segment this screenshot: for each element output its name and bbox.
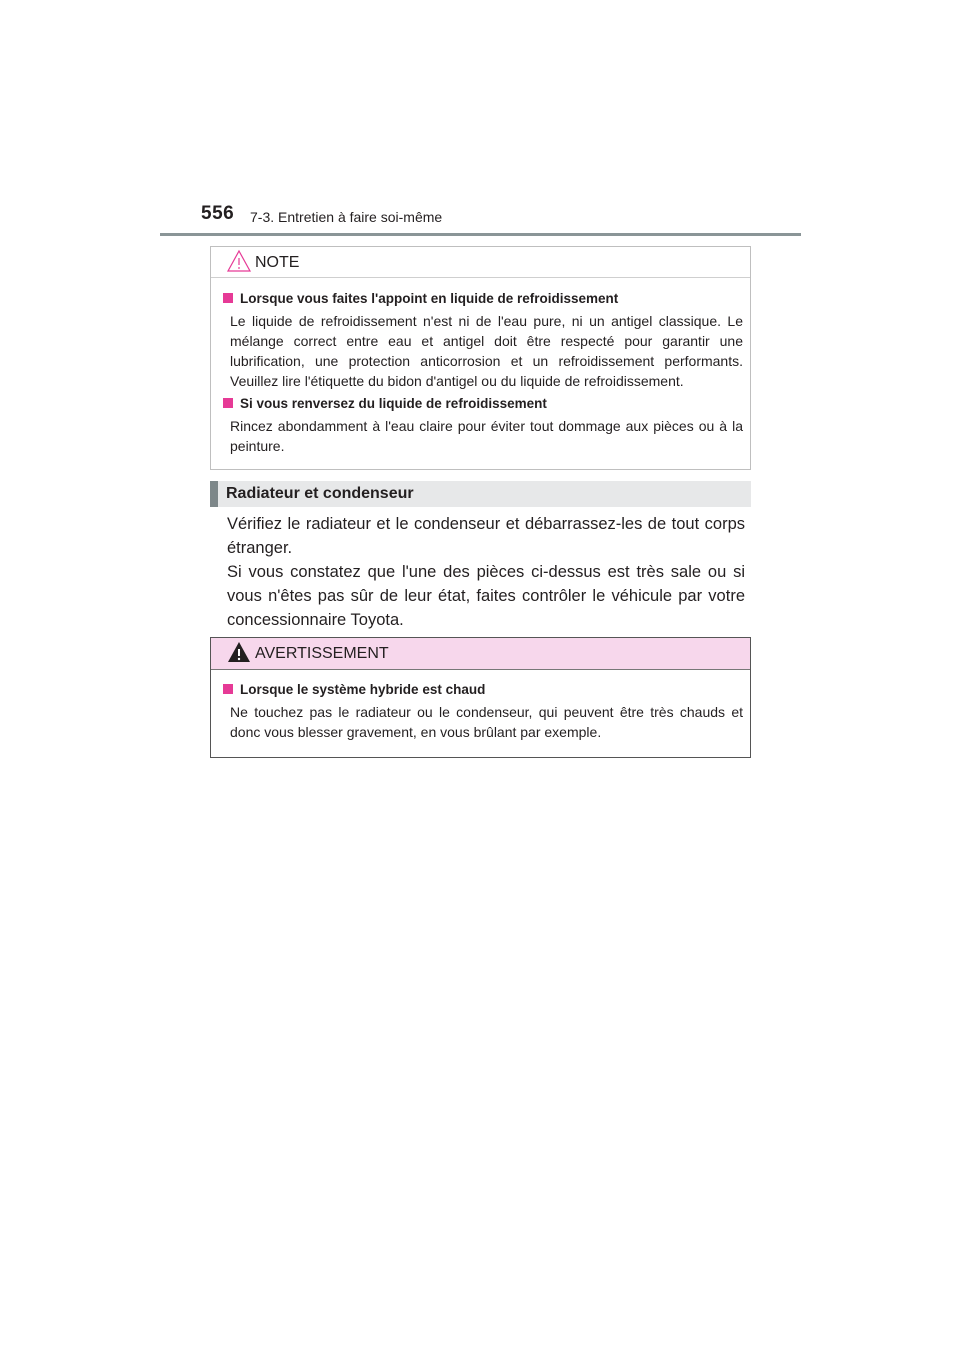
note-item bbox=[223, 289, 743, 391]
warning-item-title: Lorsque le système hybride est chaud bbox=[240, 682, 486, 697]
note-item-title: Lorsque vous faites l'appoint en liquide de refroidissement bbox=[240, 291, 619, 306]
body-text bbox=[227, 512, 745, 632]
warning-label: AVERTISSEMENT bbox=[255, 645, 389, 662]
heading-accent bbox=[210, 481, 218, 507]
body-paragraph: Si vous constatez que l'une des pièces ci-dessus est très sale ou si vous n'êtes pas sûr de leur état, faites contrôler le véhicule par votre concessionnaire Toyota. bbox=[227, 563, 745, 629]
note-item-body: Rincez abondamment à l'eau claire pour éviter tout dommage aux pièces ou à la peinture. bbox=[230, 418, 743, 454]
square-bullet-icon bbox=[223, 293, 233, 303]
warning-box bbox=[210, 637, 751, 758]
body-paragraph: Vérifiez le radiateur et le condenseur et débarrassez-les de tout corps étranger. bbox=[227, 515, 745, 557]
note-label: NOTE bbox=[255, 254, 300, 271]
note-item bbox=[223, 394, 743, 456]
square-bullet-icon bbox=[223, 684, 233, 694]
warning-icon bbox=[226, 640, 252, 664]
square-bullet-icon bbox=[223, 398, 233, 408]
page-header bbox=[0, 0, 960, 240]
note-item-body: Le liquide de refroidissement n'est ni de l'eau pure, ni un antigel classique. Le mélange correct entre eau et antigel doit être respecté pour garantir une lubrification, une protection anticorrosion et un refroidissement performants. Veuillez lire l'étiquette du bidon d'antigel ou du liquide de refroidissement. bbox=[230, 313, 743, 389]
note-box bbox=[210, 246, 751, 470]
page-number: 556 bbox=[201, 203, 235, 224]
note-header bbox=[211, 247, 750, 278]
section-heading-text: Radiateur et condenseur bbox=[226, 485, 414, 502]
warning-item bbox=[223, 680, 743, 742]
section-heading bbox=[210, 481, 751, 507]
section-title: 7-3. Entretien à faire soi-même bbox=[250, 209, 443, 225]
caution-outline-icon bbox=[226, 249, 252, 273]
warning-header bbox=[211, 638, 750, 670]
note-item-title: Si vous renversez du liquide de refroidissement bbox=[240, 396, 547, 411]
warning-item-body: Ne touchez pas le radiateur ou le condenseur, qui peuvent être très chauds et donc vous blesser gravement, en vous brûlant par exemple. bbox=[230, 704, 743, 740]
header-rule bbox=[160, 233, 801, 236]
